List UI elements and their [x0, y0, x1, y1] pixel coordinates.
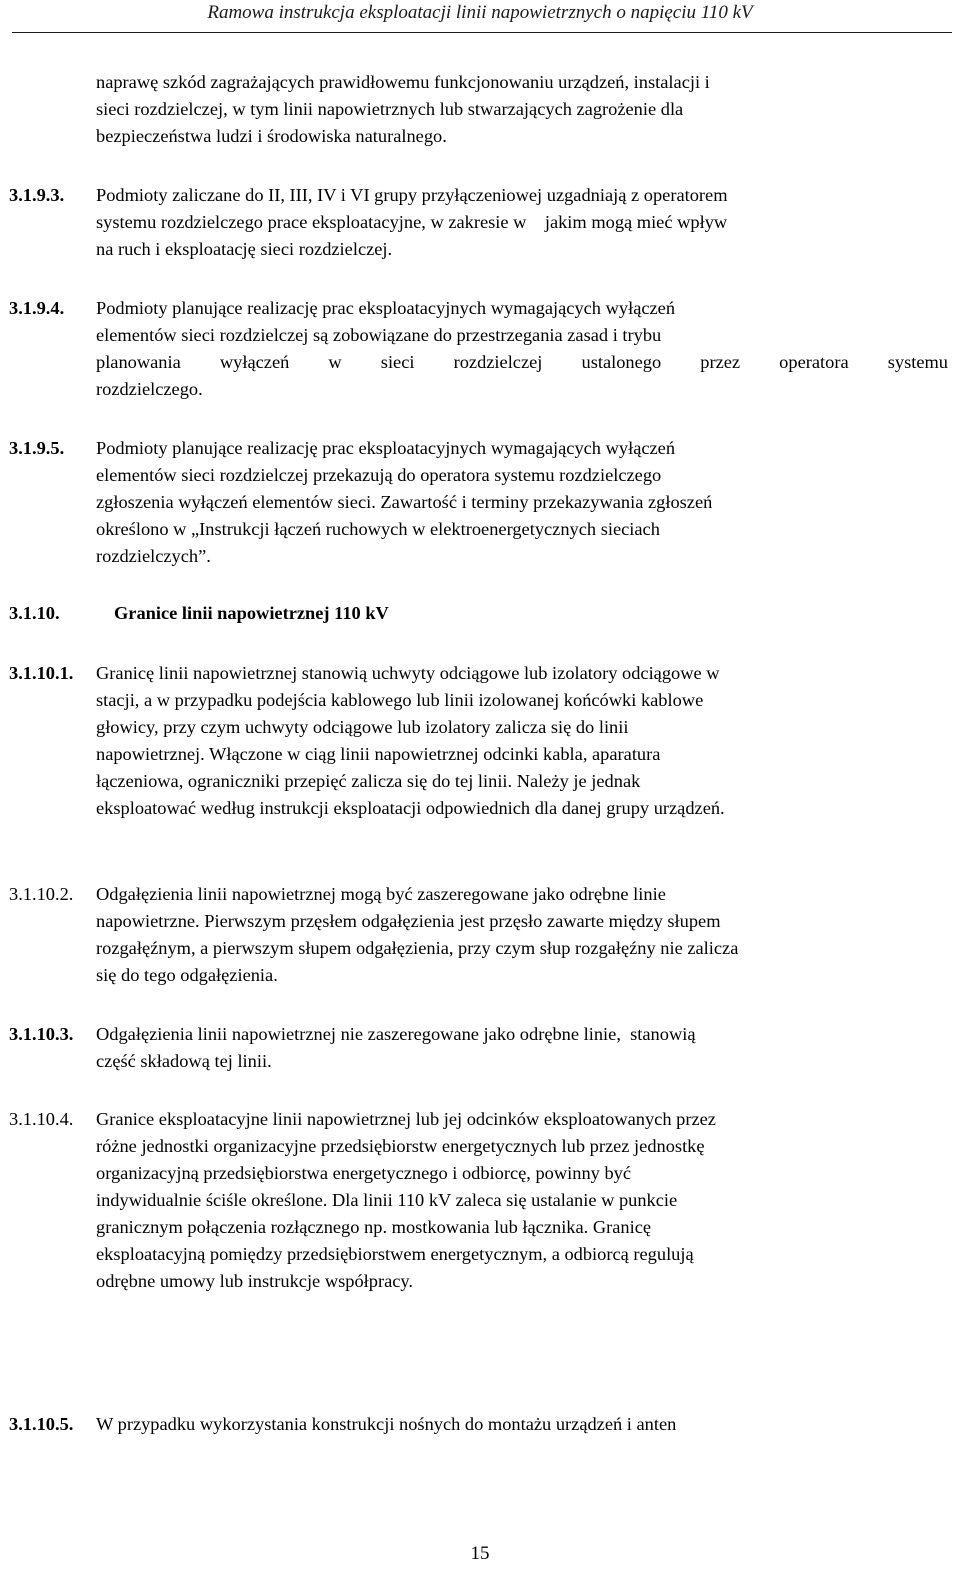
section-number: 3.1.9.3. [9, 185, 65, 205]
document-title: Ramowa instrukcja eksploatacji linii napowietrznych o napięciu 110 kV [207, 2, 753, 23]
text-line: Podmioty zaliczane do II, III, IV i VI grupy przyłączeniowej uzgadniają z operatorem [96, 185, 728, 205]
section-number: 3.1.10.5. [9, 1414, 74, 1434]
text-line: stacji, a w przypadku podejścia kablowego lub linii izolowanej końcówki kablowe [96, 690, 704, 710]
section-number: 3.1.9.4. [9, 298, 65, 318]
text-line: Podmioty planujące realizację prac eksploatacyjnych wymagających wyłączeń [96, 438, 676, 458]
text-line: organizacyjną przedsiębiorstwa energetycznego i odbiorcę, powinny być [96, 1163, 632, 1183]
section-3-1-9-3 [9, 182, 948, 263]
text-line: zgłoszenia wyłączeń elementów sieci. Zawartość i terminy przekazywania zgłoszeń [96, 492, 713, 512]
section-3-1-10-4 [9, 1106, 948, 1295]
text-line: systemu rozdzielczego prace eksploatacyjne, w zakresie w jakim mogą mieć wpływ [96, 212, 728, 232]
section-3-1-10-3 [9, 1021, 948, 1075]
text-line: eksploatować według instrukcji eksploatacji odpowiednich dla danej grupy urządzeń. [96, 798, 725, 818]
text-line: głowicy, przy czym uchwyty odciągowe lub izolatory zalicza się do linii [96, 717, 629, 737]
text-line: określono w „Instrukcji łączeń ruchowych w elektroenergetycznych sieciach [96, 519, 660, 539]
intro-paragraph [96, 69, 948, 150]
header-rule [12, 32, 952, 33]
heading-title: Granice linii napowietrznej 110 kV [114, 603, 389, 623]
text-line: napowietrznej. Włączone w ciąg linii napowietrznej odcinki kabla, aparatura [96, 744, 661, 764]
section-3-1-9-5 [9, 435, 948, 570]
text-line: Odgałęzienia linii napowietrznej nie zaszeregowane jako odrębne linie, stanowią [96, 1024, 696, 1044]
text-line: indywidualnie ściśle określone. Dla linii 110 kV zaleca się ustalanie w punkcie [96, 1190, 678, 1210]
text-line: odrębne umowy lub instrukcje współpracy. [96, 1271, 413, 1291]
text-line: eksploatacyjną pomiędzy przedsiębiorstwem energetycznym, a odbiorcą regulują [96, 1244, 694, 1264]
text-line: elementów sieci rozdzielczej przekazują do operatora systemu rozdzielczego [96, 465, 662, 485]
section-3-1-10-2 [9, 881, 948, 989]
heading-number: 3.1.10. [9, 603, 60, 623]
text-line: granicznym połączenia rozłącznego np. mostkowania lub łącznika. Granicę [96, 1217, 652, 1237]
text-line: na ruch i eksploatację sieci rozdzielczej. [96, 239, 393, 259]
text-line: Granice eksploatacyjne linii napowietrznej lub jej odcinków eksploatowanych przez [96, 1109, 716, 1129]
section-number: 3.1.9.5. [9, 438, 65, 458]
section-3-1-10-1 [9, 660, 948, 822]
section-number: 3.1.10.1. [9, 663, 74, 683]
text-line: sieci rozdzielczej, w tym linii napowietrznych lub stwarzających zagrożenie dla [96, 99, 684, 119]
section-heading [9, 603, 389, 624]
section-3-1-10-5 [9, 1411, 948, 1438]
text-line: różne jednostki organizacyjne przedsiębiorstw energetycznych lub przez jednostkę [96, 1136, 705, 1156]
section-number: 3.1.10.3. [9, 1024, 74, 1044]
text-line: elementów sieci rozdzielczej są zobowiązane do przestrzegania zasad i trybu [96, 325, 662, 345]
text-line: planowania wyłączeń w sieci rozdzielczej ustalonego przez operatora systemu [96, 352, 948, 372]
text-line: Podmioty planujące realizację prac eksploatacyjnych wymagających wyłączeń [96, 298, 676, 318]
text-line: bezpieczeństwa ludzi i środowiska naturalnego. [96, 126, 447, 146]
section-number: 3.1.10.4. [9, 1109, 74, 1129]
text-line: rozdzielczego. [96, 379, 203, 399]
text-line: łączeniowa, ograniczniki przepięć zalicza się do tej linii. Należy je jednak [96, 771, 641, 791]
section-3-1-9-4 [9, 295, 948, 403]
text-line: napowietrzne. Pierwszym przęsłem odgałęzienia jest przęsło zawarte między słupem [96, 911, 721, 931]
text-line: rozgałęźnym, a pierwszym słupem odgałęzienia, przy czym słup rozgałęźny nie zalicza [96, 938, 739, 958]
section-number: 3.1.10.2. [9, 884, 74, 904]
text-line: W przypadku wykorzystania konstrukcji nośnych do montażu urządzeń i anten [96, 1414, 677, 1434]
text-line: Odgałęzienia linii napowietrznej mogą być zaszeregowane jako odrębne linie [96, 884, 666, 904]
text-line: naprawę szkód zagrażających prawidłowemu funkcjonowaniu urządzeń, instalacji i [96, 72, 710, 92]
text-line: Granicę linii napowietrznej stanowią uchwyty odciągowe lub izolatory odciągowe w [96, 663, 720, 683]
page-number: 15 [470, 1543, 490, 1564]
text-line: rozdzielczych”. [96, 546, 211, 566]
text-line: się do tego odgałęzienia. [96, 965, 278, 985]
text-line: część składową tej linii. [96, 1051, 272, 1071]
